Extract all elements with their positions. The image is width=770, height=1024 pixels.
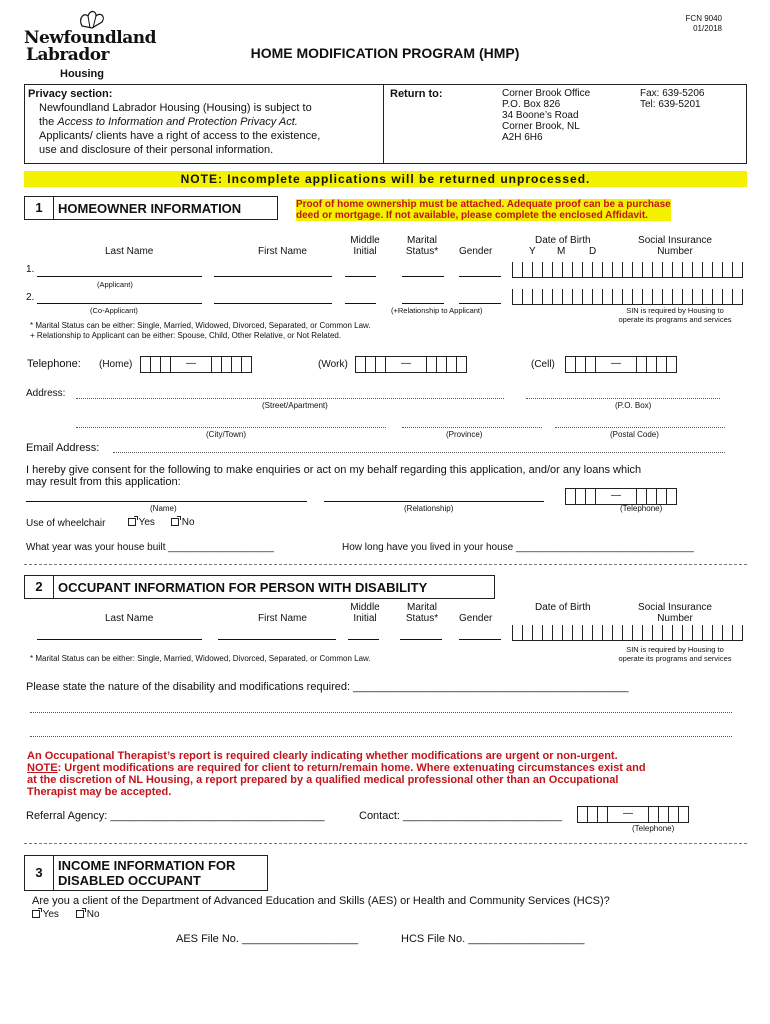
ot-report-note: An Occupational Therapist’s report is required clearly indicating whether modifications are urgent or non-urgent. NOTE: Urgent modifications are required for client to return/remain home. Where extenuating circumstances exist and at the discretion of NL Housing, a report prepared by a qualified medical professional other than an Occupational Therapist may be accepted. [27,750,646,798]
home-label: (Home) [99,359,133,370]
consent-tel-caption: (Telephone) [620,504,663,513]
yes-checkbox[interactable] [128,518,136,526]
referral-phone-boxes[interactable]: — [577,806,689,821]
office-pobox: P.O. Box 826 [502,99,561,110]
coapplicant-middle[interactable] [345,303,376,304]
privacy-heading: Privacy section: [28,88,113,100]
col-dob: Date of Birth [535,235,591,246]
section3-header [24,855,268,891]
occupant-last-name[interactable] [37,639,202,640]
pobox-line[interactable] [526,398,720,399]
col-sin: Social Insurance Number [638,235,712,257]
logo-line3: Housing [60,68,104,80]
applicant-sin-boxes[interactable] [612,262,743,277]
col-gender: Gender [459,246,493,257]
postal-caption: (Postal Code) [610,430,659,439]
cell-phone-boxes[interactable]: — [565,356,677,371]
section-divider-1 [24,564,747,565]
occupant-gender[interactable] [459,639,501,640]
consent-name-line[interactable] [26,501,307,502]
coapplicant-first-name[interactable] [214,303,332,304]
postal-line[interactable] [555,427,725,428]
coapplicant-sin-boxes[interactable] [612,289,743,304]
s2-col-last-name: Last Name [105,613,154,624]
coapplicant-caption: (Co-Applicant) [90,306,138,315]
col-middle-initial: Middle Initial [350,235,380,257]
work-label: (Work) [318,359,348,370]
logo-line1: Newfoundland [24,28,156,48]
home-phone-boxes[interactable]: — [140,356,252,371]
applicant-dob-boxes[interactable] [512,262,613,277]
s2-col-first-name: First Name [258,613,307,624]
section1-header [24,196,278,220]
consent-relationship-line[interactable] [324,501,544,502]
section-divider-2 [24,843,747,844]
section3-title: INCOME INFORMATION FOR DISABLED OCCUPANT [58,858,236,888]
row1-number: 1. [26,264,35,275]
coapplicant-last-name[interactable] [37,303,202,304]
page-title: HOME MODIFICATION PROGRAM (HMP) [250,45,520,61]
consent-line2: may result from this application: [26,476,181,488]
col-marital: Marital Status* [405,235,439,257]
referral-tel-caption: (Telephone) [632,824,675,833]
section2-number: 2 [25,576,54,598]
city-caption: (City/Town) [206,430,247,439]
consent-rel-caption: (Relationship) [404,504,454,513]
wheelchair-yes[interactable]: Yes [128,517,155,528]
applicant-marital[interactable] [402,276,444,277]
note-banner: NOTE: Incomplete applications will be returned unprocessed. [24,171,747,187]
form-date: 01/2018 [693,24,722,33]
office-street: 34 Boone’s Road [502,110,579,121]
office-city: Corner Brook, NL [502,121,580,132]
years-lived[interactable]: How long have you lived in your house ________________________________ [342,542,694,553]
applicant-gender[interactable] [459,276,501,277]
address-label: Address: [26,388,66,399]
relationship-caption: (+Relationship to Applicant) [391,306,483,315]
col-dob-y: Y [529,246,536,257]
office-postal: A2H 6H6 [502,132,543,143]
no-checkbox[interactable] [171,518,179,526]
return-label: Return to: [390,88,443,100]
s2-marital-note: * Marital Status can be either: Single, Married, Widowed, Divorced, Separated, or Common Law. [30,654,371,663]
office-contact [640,88,705,110]
privacy-line1: Newfoundland Labrador Housing (Housing) is subject to [39,102,312,114]
sin-note: SIN is required by Housing to operate its programs and services [618,306,732,324]
telephone-label: Telephone: [27,358,81,370]
section2-header [24,575,495,599]
coapplicant-gender[interactable] [459,303,501,304]
ownership-proof-note: Proof of home ownership must be attached. Adequate proof can be a purchase deed or mortgage. If not available, please complete the enclosed Affidavit. [296,199,671,221]
s3-yes-checkbox[interactable] [32,910,40,918]
occupant-first-name[interactable] [218,639,336,640]
wheelchair-no[interactable]: No [171,517,195,528]
col-dob-m: M [557,246,566,257]
privacy-line4: use and disclosure of their personal information. [39,144,274,156]
s3-no-checkbox[interactable] [76,910,84,918]
city-line[interactable] [76,427,386,428]
coapplicant-relationship[interactable] [402,303,444,304]
logo [24,8,156,80]
wheelchair-label: Use of wheelchair [26,518,106,529]
return-address [502,88,590,143]
coapplicant-dob-boxes[interactable] [512,289,613,304]
referral-agency[interactable]: Referral Agency: ___________________________________ [26,810,325,822]
s2-sin-note: SIN is required by Housing to operate its programs and services [618,645,732,663]
col-dob-d: D [589,246,597,257]
work-phone-boxes[interactable]: — [355,356,467,371]
occupant-sin-boxes[interactable] [612,625,743,640]
s2-col-gender: Gender [459,613,493,624]
applicant-first-name[interactable] [214,276,332,277]
applicant-middle[interactable] [345,276,376,277]
s2-col-middle: Middle Initial [350,602,380,624]
aes-hcs-question: Are you a client of the Department of Advanced Education and Skills (AES) or Health and Community Services (HCS)? [32,895,610,907]
col-last-name: Last Name [105,246,154,257]
privacy-line2: the Access to Information and Protection Privacy Act. [39,116,298,128]
applicant-caption: (Applicant) [97,280,133,289]
disability-line-2[interactable] [30,712,732,713]
occupant-marital[interactable] [400,639,442,640]
s2-col-dob: Date of Birth [535,602,591,613]
section3-number: 3 [25,856,54,890]
email-label: Email Address: [26,442,100,454]
consent-name-caption: (Name) [150,504,177,513]
disability-line-3[interactable] [30,736,732,737]
aes-hcs-no[interactable]: No [76,909,100,920]
section2-title: OCCUPANT INFORMATION FOR PERSON WITH DISABILITY [58,580,428,595]
form-code: FCN 9040 [685,14,722,23]
marital-note: * Marital Status can be either: Single, Married, Widowed, Divorced, Separated, or Common Law. [30,321,371,330]
relationship-note: + Relationship to Applicant can be either: Spouse, Child, Other Relative, or Not Related. [30,331,342,340]
s2-col-sin: Social Insurance Number [638,602,712,624]
pitcher-plant-icon [74,8,108,30]
section1-title: HOMEOWNER INFORMATION [58,201,242,216]
row2-number: 2. [26,292,35,303]
s2-col-marital: Marital Status* [405,602,439,624]
cell-label: (Cell) [531,359,555,370]
office-tel: Tel: 639-5201 [640,99,701,110]
year-built[interactable]: What year was your house built ___________________ [26,542,274,553]
consent-phone-boxes[interactable]: — [565,488,677,503]
street-caption: (Street/Apartment) [262,401,328,410]
applicant-last-name[interactable] [37,276,202,277]
province-line[interactable] [402,427,542,428]
logo-line2: Labrador [26,45,110,65]
section1-number: 1 [25,197,54,219]
occupant-middle[interactable] [348,639,379,640]
referral-contact[interactable]: Contact: __________________________ [359,810,563,822]
aes-hcs-yes[interactable]: Yes [32,909,59,920]
privacy-line3: Applicants/ clients have a right of access to the existence, [39,130,321,142]
office-fax: Fax: 639-5206 [640,88,705,99]
col-first-name: First Name [258,246,307,257]
consent-line1: I hereby give consent for the following to make enquiries or act on my behalf regarding this application, and/or any loans which [26,464,642,476]
occupant-dob-boxes[interactable] [512,625,613,640]
street-line[interactable] [76,398,504,399]
disability-nature[interactable]: Please state the nature of the disability and modifications required: _____________________________________________ [26,681,629,693]
aes-file-no[interactable]: AES File No. ___________________ [176,933,359,945]
province-caption: (Province) [446,430,483,439]
office-name: Corner Brook Office [502,88,591,99]
box-divider [383,84,384,164]
pobox-caption: (P.O. Box) [615,401,652,410]
email-line[interactable] [113,452,725,453]
hcs-file-no[interactable]: HCS File No. ___________________ [401,933,585,945]
